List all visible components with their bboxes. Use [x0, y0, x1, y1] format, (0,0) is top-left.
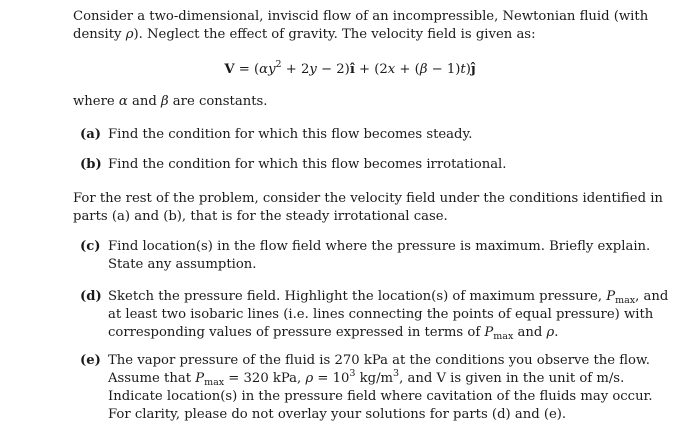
part-d — [80, 288, 674, 342]
intro-line-1: Consider a two-dimensional, inviscid flow of an incompressible, Newtonian fluid (with density — [73, 9, 649, 42]
part-d-text: Sketch the pressure field. Highlight the location(s) of maximum pressure, $P_{max}$, and at least two isobaric lines (i.e. lines connecting the points of equal pressure) with corresponding values of pressure expressed in terms of $P_{max}$ and ρ. — [108, 289, 669, 342]
eq-lhs: V — [224, 62, 235, 77]
rho-symbol: ρ — [125, 27, 134, 42]
part-b-text: Find the condition for which this flow becomes irrotational. — [108, 157, 507, 172]
part-e-label: (e) — [80, 353, 101, 368]
part-a-text: Find the condition for which this flow becomes steady. — [108, 127, 473, 142]
i-hat: î — [349, 62, 355, 77]
part-a-label: (a) — [80, 127, 102, 142]
where-line: where α and β are constants. — [73, 94, 268, 109]
part-b-label: (b) — [80, 157, 102, 172]
intro-line-2: ). Neglect the effect of gravity. The velocity field is given as: — [133, 27, 536, 42]
part-c-text: Find location(s) in the flow field where the pressure is maximum. Briefly explain. State any assumption. — [108, 239, 651, 272]
part-d-label: (d) — [80, 289, 102, 304]
part-c — [80, 238, 674, 274]
rest-paragraph: For the rest of the problem, consider the velocity field under the conditions identified in parts (a) and (b), that is for the steady irrotational case. — [73, 191, 663, 224]
j-hat: ĵ — [470, 62, 476, 77]
part-c-label: (c) — [80, 239, 101, 254]
part-e — [80, 352, 674, 424]
part-a — [80, 126, 674, 144]
intro-paragraph — [73, 8, 673, 44]
velocity-equation: $V = (\alpha y^2 + 2y$ − 2)î + (2x + (β − 1)t)ĵ — [224, 59, 476, 77]
part-e-text: The vapor pressure of the fluid is 270 kPa at the conditions you observe the flow. Assume that $P_{max} = 320$ kPa, $\rho = 10^3$ $kg/m^3$, and V is given in the unit of m/s. Indicate location(s) in the pressure field where cavitation of the fluids may occur. For clarity, please do not overlay your solutions for parts (d) and (e). — [108, 353, 653, 422]
part-b — [80, 156, 674, 174]
